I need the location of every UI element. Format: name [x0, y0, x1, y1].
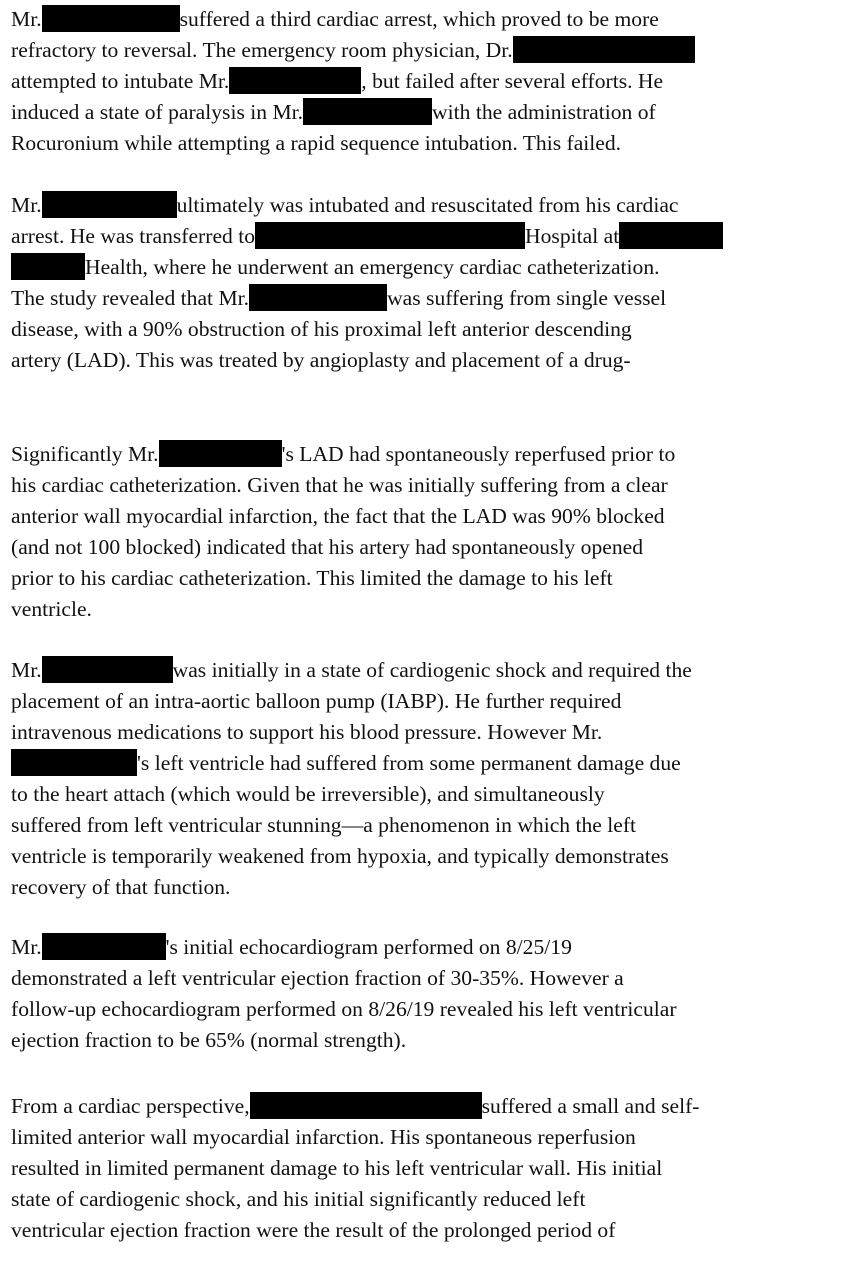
text-run: to the heart attach (which would be irreversible), and simultaneously	[11, 782, 605, 806]
text-run: ultimately was intubated and resuscitated from his cardiac	[176, 193, 679, 217]
redaction-box	[11, 749, 137, 776]
text-line	[11, 1026, 406, 1054]
text-line	[11, 1123, 636, 1151]
text-line	[11, 222, 723, 250]
text-line	[11, 533, 643, 561]
text-run: induced a state of paralysis in Mr.	[11, 100, 304, 124]
text-line	[11, 842, 669, 870]
redaction-box	[42, 656, 173, 683]
text-line	[11, 253, 660, 281]
text-line	[11, 315, 632, 343]
text-run: ventricle.	[11, 597, 92, 621]
redaction-box	[255, 222, 525, 249]
text-line	[11, 995, 677, 1023]
redaction-box	[42, 191, 177, 218]
text-line	[11, 564, 613, 592]
text-run: Mr.	[11, 7, 42, 31]
text-run: attempted to intubate Mr.	[11, 69, 230, 93]
text-line	[11, 440, 675, 468]
text-run: Mr.	[11, 935, 42, 959]
text-run: 's left ventricle had suffered from some permanent damage due	[137, 751, 681, 775]
text-run: ejection fraction to be 65% (normal strength).	[11, 1028, 407, 1052]
text-run: suffered a small and self-	[481, 1094, 700, 1118]
text-run: From a cardiac perspective,	[11, 1094, 250, 1118]
text-run: state of cardiogenic shock, and his initial significantly reduced left	[11, 1187, 586, 1211]
text-run: , but failed after several efforts. He	[361, 69, 664, 93]
text-line	[11, 687, 621, 715]
redaction-box	[11, 253, 85, 280]
text-line	[11, 933, 572, 961]
text-run: refractory to reversal. The emergency room physician, Dr.	[11, 38, 513, 62]
text-run: Rocuronium while attempting a rapid sequence intubation. This failed.	[11, 131, 622, 155]
text-line	[11, 36, 695, 64]
redaction-box	[249, 284, 387, 311]
text-run: demonstrated a left ventricular ejection fraction of 30-35%. However a	[11, 966, 624, 990]
text-line	[11, 471, 668, 499]
redaction-box	[229, 67, 361, 94]
text-run: limited anterior wall myocardial infarction. His spontaneous reperfusion	[11, 1125, 636, 1149]
text-run: his cardiac catheterization. Given that he was initially suffering from a clear	[11, 473, 668, 497]
text-line	[11, 656, 692, 684]
text-line	[11, 749, 681, 777]
text-run: placement of an intra-aortic balloon pump (IABP). He further required	[11, 689, 622, 713]
redaction-box	[513, 36, 695, 63]
redaction-box	[250, 1092, 482, 1119]
text-run: recovery of that function.	[11, 875, 231, 899]
text-line	[11, 98, 656, 126]
text-run: prior to his cardiac catheterization. This limited the damage to his left	[11, 566, 613, 590]
text-line	[11, 1154, 662, 1182]
redaction-box	[303, 98, 432, 125]
redaction-box	[159, 440, 282, 467]
text-run: suffered a third cardiac arrest, which proved to be more	[179, 7, 659, 31]
text-run: was suffering from single vessel	[387, 286, 667, 310]
text-line	[11, 346, 631, 374]
text-run: artery (LAD). This was treated by angioplasty and placement of a drug-	[11, 348, 631, 372]
text-line	[11, 595, 92, 623]
text-line	[11, 811, 636, 839]
text-line	[11, 67, 663, 95]
text-run: with the administration of	[432, 100, 656, 124]
text-line	[11, 502, 665, 530]
text-line	[11, 873, 230, 901]
text-line	[11, 5, 659, 33]
text-run: suffered from left ventricular stunning—a phenomenon in which the left	[11, 813, 637, 837]
text-run: resulted in limited permanent damage to his left ventricular wall. His initial	[11, 1156, 663, 1180]
text-run: ventricle is temporarily weakened from hypoxia, and typically demonstrates	[11, 844, 669, 868]
text-line	[11, 964, 624, 992]
text-run: ventricular ejection fraction were the result of the prolonged period of	[11, 1218, 616, 1242]
text-line	[11, 191, 679, 219]
text-run: Mr.	[11, 193, 42, 217]
text-run: 's initial echocardiogram performed on 8/25/19	[165, 935, 572, 959]
text-run: anterior wall myocardial infarction, the fact that the LAD was 90% blocked	[11, 504, 665, 528]
text-line	[11, 718, 602, 746]
text-line	[11, 1216, 615, 1244]
text-run: disease, with a 90% obstruction of his proximal left anterior descending	[11, 317, 632, 341]
text-run: Significantly Mr.	[11, 442, 159, 466]
text-line	[11, 129, 621, 157]
text-run: arrest. He was transferred to	[11, 224, 256, 248]
text-run: was initially in a state of cardiogenic shock and required the	[172, 658, 692, 682]
text-run: Mr.	[11, 658, 42, 682]
text-run: The study revealed that Mr.	[11, 286, 250, 310]
text-line	[11, 284, 666, 312]
text-run: 's LAD had spontaneously reperfused prior to	[281, 442, 676, 466]
text-line	[11, 1185, 585, 1213]
text-run: Hospital at	[525, 224, 620, 248]
text-run: follow-up echocardiogram performed on 8/26/19 revealed his left ventricular	[11, 997, 677, 1021]
text-line	[11, 780, 605, 808]
text-run: Health, where he underwent an emergency cardiac catheterization.	[85, 255, 660, 279]
redaction-box	[619, 222, 723, 249]
redaction-box	[42, 5, 180, 32]
redaction-box	[42, 933, 166, 960]
text-line	[11, 1092, 699, 1120]
text-run: intravenous medications to support his blood pressure. However Mr.	[11, 720, 603, 744]
text-run: (and not 100 blocked) indicated that his artery had spontaneously opened	[11, 535, 644, 559]
